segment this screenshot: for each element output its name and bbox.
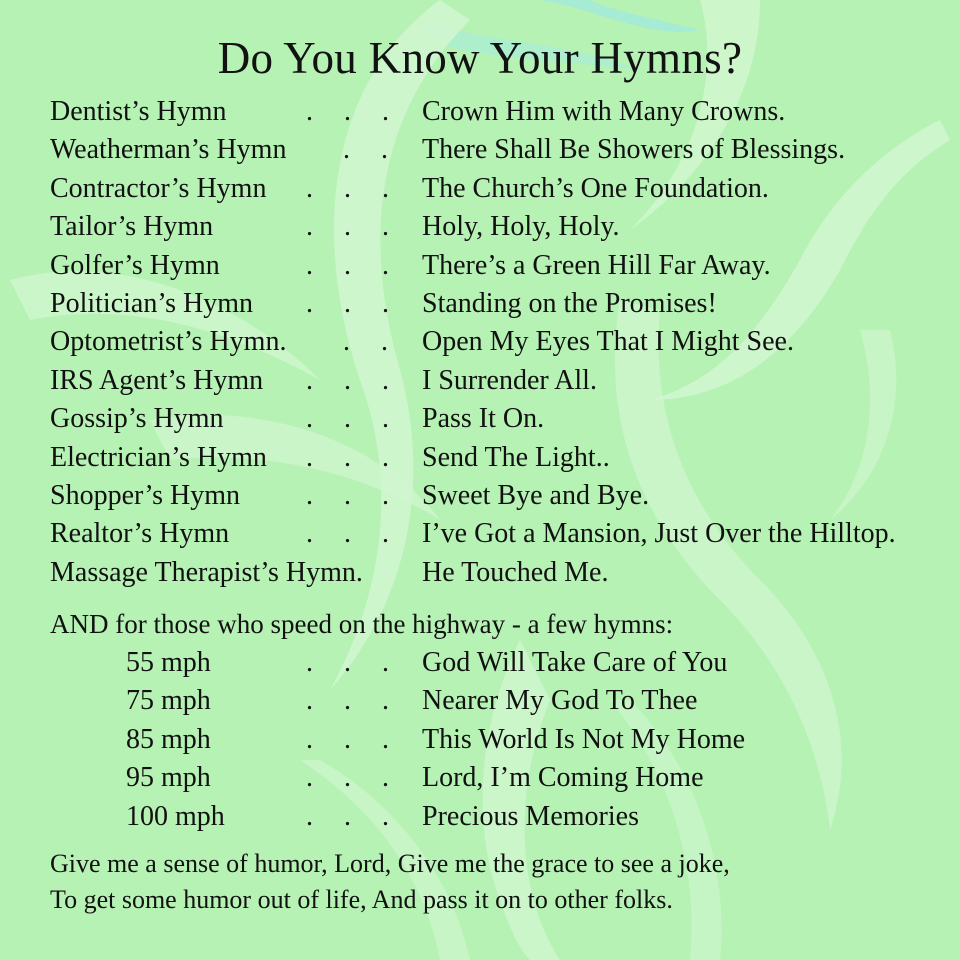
dot-leader: . . . (306, 762, 401, 794)
dot-leader: . . . (306, 685, 401, 717)
hymn-row (0, 247, 960, 285)
highway-intro: AND for those who speed on the highway - a few hymns: (50, 609, 674, 639)
hymn-title: Standing on the Promises! (422, 288, 717, 319)
speed-hymn-label: 75 mph (126, 685, 211, 717)
speed-hymn-row (0, 798, 960, 836)
hymn-row (0, 208, 960, 246)
hymn-label: Realtor’s Hymn (50, 518, 230, 550)
dot-leader: . . (343, 326, 400, 358)
dot-leader: . . . (306, 647, 401, 678)
closing-line-2: To get some humor out of life, And pass it on to other folks. (50, 885, 673, 914)
page-title: Do You Know Your Hymns? (217, 33, 743, 83)
hymn-row (0, 477, 960, 515)
dot-leader: . . (343, 134, 400, 166)
speed-hymn-label: 95 mph (126, 762, 211, 794)
dot-leader: . . . (306, 364, 401, 396)
hymn-label: IRS Agent’s Hymn (50, 364, 264, 396)
dot-leader: . . . (306, 441, 401, 473)
hymn-row (0, 285, 960, 323)
hymn-label: Politician’s Hymn (50, 288, 253, 319)
hymn-label: Golfer’s Hymn (50, 249, 220, 281)
hymn-title: Crown Him with Many Crowns. (422, 96, 786, 127)
dot-leader: . . . (306, 480, 401, 511)
hymn-title: The Church’s One Foundation. (422, 172, 769, 204)
hymn-title: Sweet Bye and Bye. (422, 480, 650, 511)
dot-leader: . . . (306, 403, 401, 435)
hymn-label: Gossip’s Hymn (50, 403, 224, 435)
hymn-label: Electrician’s Hymn (50, 441, 267, 473)
speed-hymn-title: Precious Memories (422, 800, 639, 832)
dot-leader: . . . (306, 172, 401, 204)
speed-hymn-title: God Will Take Care of You (422, 647, 728, 678)
hymn-label: Contractor’s Hymn (50, 172, 267, 204)
speed-hymn-row (0, 759, 960, 797)
closing-line-1: Give me a sense of humor, Lord, Give me the grace to see a joke, (50, 849, 730, 878)
hymn-row (0, 170, 960, 208)
speed-hymn-title: Nearer My God To Thee (422, 685, 698, 717)
hymn-title: There’s a Green Hill Far Away. (422, 249, 771, 281)
dot-leader: . . . (306, 800, 401, 832)
speed-hymn-title: Lord, I’m Coming Home (422, 762, 704, 794)
hymn-row (0, 400, 960, 438)
hymn-title: He Touched Me. (422, 556, 609, 588)
speed-hymn-row (0, 682, 960, 720)
dot-leader: . . . (306, 288, 401, 319)
speed-hymn-label: 85 mph (126, 723, 211, 755)
hymn-title: I Surrender All. (422, 364, 597, 396)
hymn-label: Optometrist’s Hymn. (50, 326, 287, 358)
dot-leader: . . . (306, 211, 401, 243)
hymn-title: Pass It On. (422, 403, 545, 435)
hymn-row (0, 93, 960, 131)
speed-hymn-row (0, 644, 960, 682)
hymn-label: Tailor’s Hymn (50, 211, 214, 243)
hymn-label: Dentist’s Hymn (50, 96, 227, 127)
speed-hymn-label: 55 mph (126, 647, 211, 678)
hymn-title: Open My Eyes That I Might See. (422, 326, 794, 358)
hymn-title: There Shall Be Showers of Blessings. (422, 134, 846, 166)
hymn-label: Weatherman’s Hymn (50, 134, 287, 166)
hymn-row (0, 554, 960, 592)
hymn-row (0, 439, 960, 477)
dot-leader: . . . (306, 96, 401, 127)
dot-leader: . . . (306, 249, 401, 281)
speed-hymn-label: 100 mph (126, 800, 225, 832)
hymn-row (0, 515, 960, 553)
hymn-title: Holy, Holy, Holy. (422, 211, 620, 243)
hymn-row (0, 323, 960, 361)
dot-leader: . . . (306, 518, 401, 550)
hymn-label: Massage Therapist’s Hymn. (50, 556, 363, 588)
dot-leader: . . . (306, 723, 401, 755)
speed-hymn-title: This World Is Not My Home (422, 723, 746, 755)
speed-hymn-row (0, 721, 960, 759)
hymn-label: Shopper’s Hymn (50, 480, 241, 511)
hymn-row (0, 131, 960, 169)
hymn-title: I’ve Got a Mansion, Just Over the Hilltop. (422, 518, 896, 550)
hymn-title: Send The Light.. (422, 441, 610, 473)
hymn-row (0, 362, 960, 400)
